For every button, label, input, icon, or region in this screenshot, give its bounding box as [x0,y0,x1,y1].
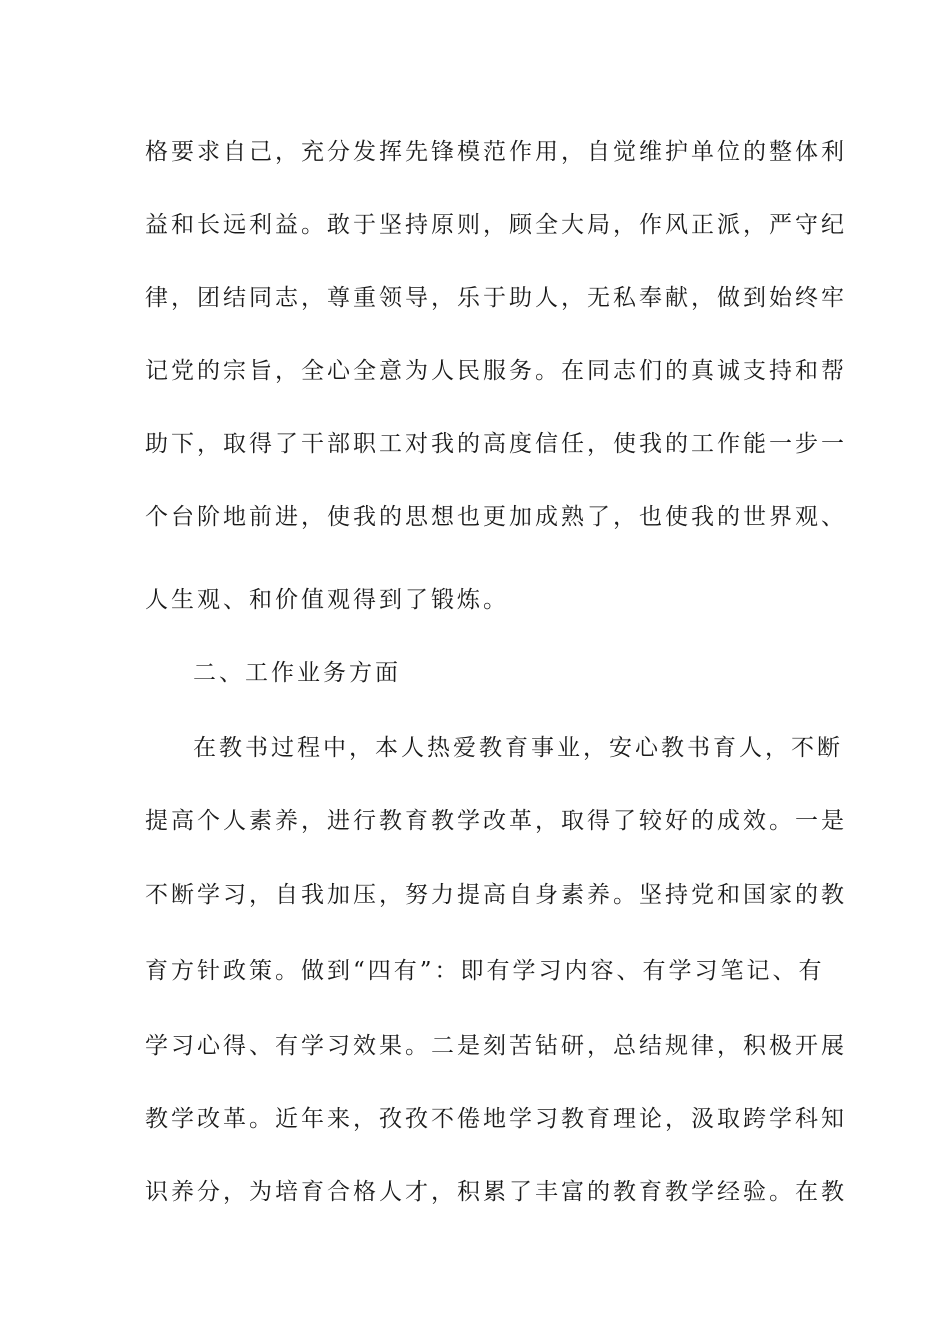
paragraph-line: 识养分，为培育合格人才，积累了丰富的教育教学经验。在教 [145,1179,847,1205]
paragraph-line: 教学改革。近年来，孜孜不倦地学习教育理论，汲取跨学科知 [145,1106,847,1132]
paragraph-line: 个台阶地前进，使我的思想也更加成熟了，也使我的世界观、 [145,504,847,530]
paragraph-line: 益和长远利益。敢于坚持原则，顾全大局，作风正派，严守纪 [145,212,847,238]
section-heading: 二、工作业务方面 [193,660,401,686]
paragraph-line: 格要求自己，充分发挥先锋模范作用，自觉维护单位的整体利 [145,139,847,165]
paragraph-line: 在教书过程中，本人热爱教育事业，安心教书育人，不断 [193,735,843,761]
paragraph-line: 记党的宗旨，全心全意为人民服务。在同志们的真诚支持和帮 [145,358,847,384]
paragraph-line: 人生观、和价值观得到了锻炼。 [145,587,509,613]
paragraph-line: 提高个人素养，进行教育教学改革，取得了较好的成效。一是 [145,808,847,834]
paragraph-line: 学习心得、有学习效果。二是刻苦钻研，总结规律，积极开展 [145,1033,847,1059]
paragraph-line: 助下，取得了干部职工对我的高度信任，使我的工作能一步一 [145,431,847,457]
paragraph-line: 育方针政策。做到“四有”：即有学习内容、有学习笔记、有 [145,958,825,984]
paragraph-line: 不断学习，自我加压，努力提高自身素养。坚持党和国家的教 [145,882,847,908]
paragraph-line: 律，团结同志，尊重领导，乐于助人，无私奉献，做到始终牢 [145,285,847,311]
